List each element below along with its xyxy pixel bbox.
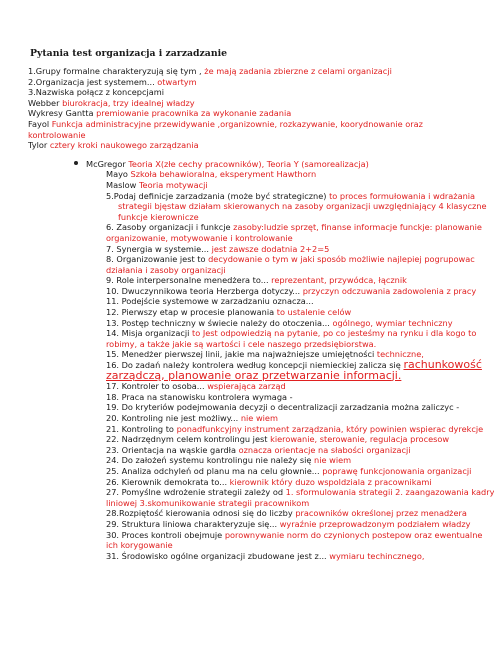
question-1: 1.Grupy formalne charakteryzują się tym , że mają zadania zbierzne z celami organizacji [28, 66, 392, 76]
question-26: 26. Kierownik demokrata to... kierownik który duzo wspoldziala z pracownikami [106, 476, 432, 487]
match-tylor: Tylor cztery kroki naukowego zarządzania [28, 140, 199, 151]
question-31: 31. Środowisko ogólne organizacji zbudowane jest z... wymiaru techincznego, [106, 550, 425, 561]
document-title: Pytania test organizacja i zarzadzanie [30, 48, 228, 59]
question-29: 29. Struktura liniowa charakteryzuje się... wyraźnie przeprowadzonym podziałem władzy [106, 518, 471, 529]
answer-5-line-2: strategii bjęstaw działam skierowanych na zasoby organizacji uwzględniający 4 klasyczne [118, 201, 487, 212]
answer-6-line-2: organizowanie, motywowanie i kontrolowanie [106, 232, 293, 243]
question-12: 12. Pierwszy etap w procesie planowania to ustalenie celów [106, 307, 352, 318]
match-fayol-cont: kontrolowanie [28, 129, 86, 140]
question-9: 9. Role interpersonalne menedżera to... reprezentant, przywódca, łącznik [106, 275, 407, 286]
answer-14-line-2: robimy, a także jakie są wartości i cele naszego przedsiębiorstwa. [106, 338, 377, 349]
match-mayo: Mayo Szkoła behawioralna, eksperyment Hawthorn [106, 169, 317, 180]
question-5: 5.Podaj definicje zarzadzania (może być strategiczne) to proces formułowania i wdrażania [106, 190, 476, 201]
question-18: 18. Praca na stanowisku kontrolera wymaga - [106, 391, 293, 402]
question-8: 8. Organizowanie jest to decydowanie o tym w jaki sposób możliwie najlepiej pogrupowac [106, 254, 475, 265]
question-11: 11. Podejście systemowe w zarzadzaniu oznacza... [106, 296, 314, 307]
question-28: 28.Rozpiętość kierowania odnosi się do liczby pracowników określonej przez menadżera [106, 508, 467, 519]
question-10: 10. Dwuczynnikowa teoria Herzberga dotyczy... przyczyn odczuwania zadowolenia z pracy [106, 285, 477, 296]
question-22: 22. Nadrzędnym celem kontrolingu jest kierowanie, sterowanie, regulacja procesow [106, 434, 450, 445]
match-mcgregor: McGregor Teoria X(złe cechy pracowników), Teoria Y (samorealizacja) [74, 159, 446, 170]
answer-1: że mają zadania zbierzne z celami organizacji [204, 66, 392, 76]
question-15: 15. Menedżer pierwszej linii, jakie ma najważniejsze umiejętności techniczne, [106, 349, 424, 360]
question-7: 7. Synergia w systemie... jest zawsze dodatnia 2+2=5 [106, 243, 330, 254]
answer-16-line-2: zarządczą, planowanie oraz przetwarzanie informacji. [106, 368, 402, 382]
answer-27-line-2: liniowej 3.skomunikowanie strategii pracownikom [106, 497, 310, 508]
question-3: 3.Nazwiska połącz z koncepcjami [28, 87, 164, 98]
answer-5-line-3: funkcje kierownicze [118, 211, 199, 222]
question-17: 17. Kontroler to osoba... wspierająca zarząd [106, 381, 286, 392]
answer-8-line-2: działania i zasoby organizacji [106, 264, 226, 275]
question-25: 25. Analiza odchyleń od planu ma na celu głownie... poprawę funkcjonowania organizacji [106, 465, 472, 476]
match-gantt: Wykresy Gantta premiowanie pracownika za wykonanie zadania [28, 108, 292, 119]
match-maslow: Maslow Teoria motywacji [106, 179, 208, 190]
question-13: 13. Postęp techniczny w świecie należy do otoczenia... ogólnego, wymiar techniczny [106, 317, 453, 328]
question-30: 30. Proces kontroli obejmuje porownywanie norm do czynionych postepow oraz ewentualne [106, 529, 483, 540]
question-16: 16. Do zadań należy kontrolera według koncepcji niemieckiej zalicza się rachunkowość [106, 358, 482, 372]
answer-2: otwartym [154, 76, 197, 87]
question-23: 23. Orientacja na wąskie gardła oznacza orientacje na słabości organizacji [106, 444, 411, 455]
question-27: 27. Pomyślne wdrożenie strategii zależy od 1. sformulowania strategii 2. zaangazowania kadry [106, 487, 494, 498]
match-webber: Webber biurokracja, trzy idealnej władzy [28, 97, 195, 108]
answer-30-line-2: ich korygowanie [106, 540, 173, 551]
bullet-icon [74, 161, 78, 165]
match-fayol: Fayol Funkcja administracyjne przewidywanie ,organizownie, rozkazywanie, koorydnowanie oraz [28, 118, 423, 129]
question-24: 24. Do założeń systemu kontrolingu nie należy się nie wiem [106, 455, 352, 466]
question-2: 2.Organizacja jest systemem... otwartym [28, 76, 197, 87]
question-6: 6. Zasoby organizacji i funkcje zasoby:ludzie sprzęt, finanse informacje funckje: planowanie [106, 222, 482, 233]
question-14: 14. Misja organizacji to Jest odpowiedzią na pytanie, po co jesteśmy na rynku i dla kogo to [106, 328, 477, 339]
question-20: 20. Kontroling nie jest możliwy... nie wiem [106, 413, 278, 423]
question-19: 19. Do kryteriów podejmowania decyzji o decentralizacji zarzadzania można zaliczyc - [106, 402, 460, 413]
question-21: 21. Kontroling to ponadfunkcyjny instrument zarządzania, który powinien wspierac dyrekcje [106, 423, 484, 434]
